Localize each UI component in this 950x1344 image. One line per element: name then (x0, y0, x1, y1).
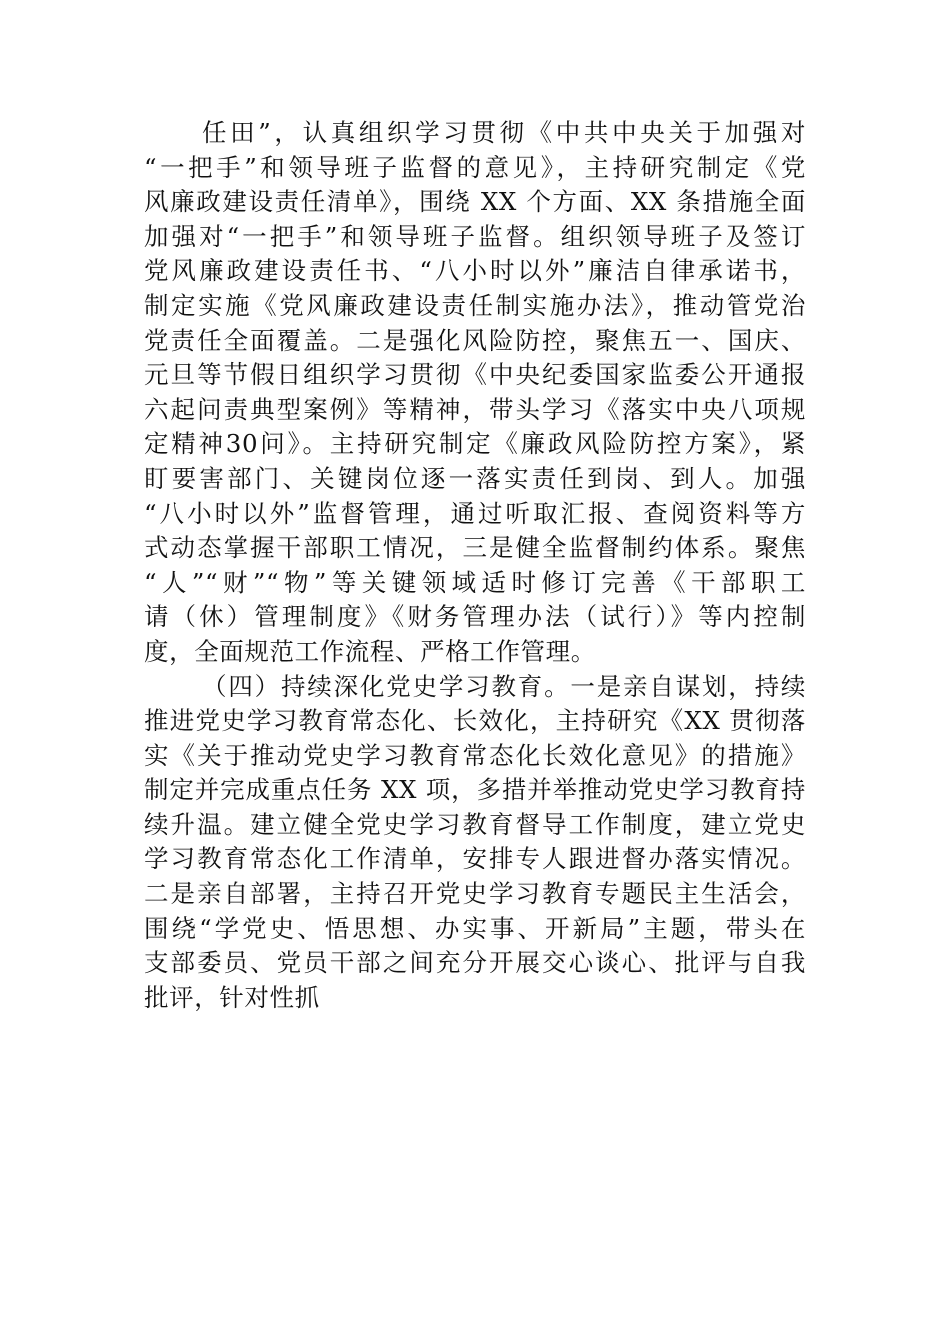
text-line: 制定并完成重点任务 XX 项，多措并举推动党史学习教育持 (144, 775, 806, 805)
text-line: 批评，针对性抓 (144, 982, 320, 1012)
text-line: “八小时以外”监督管理，通过听取汇报、查阅资料等方 (144, 498, 806, 528)
text-line: 加强对“一把手”和领导班子监督。组织领导班子及签订 (144, 221, 806, 251)
text-line: 请（休）管理制度》《财务管理办法（试行）》等内控制 (144, 602, 806, 632)
text-line: 盯要害部门、关键岗位逐一落实责任到岗、到人。加强 (144, 463, 806, 493)
text-line: 党责任全面覆盖。二是强化风险防控，聚焦五一、国庆、 (144, 325, 806, 355)
text-line: 推进党史学习教育常态化、长效化，主持研究《XX 贯彻落 (144, 706, 806, 736)
text-line: 党风廉政建设责任书、“八小时以外”廉洁自律承诺书， (144, 256, 806, 286)
text-line: 续升温。建立健全党史学习教育督导工作制度，建立党史 (144, 809, 806, 839)
text-line: 学习教育常态化工作清单，安排专人跟进督办落实情况。 (144, 844, 806, 874)
section-heading-line: （四）持续深化党史学习教育。一是亲自谋划，持续 (202, 671, 806, 701)
text-line: 二是亲自部署，主持召开党史学习教育专题民主生活会， (144, 879, 806, 909)
text-line: 实《关于推动党史学习教育常态化长效化意见》的措施》 (144, 740, 806, 770)
text-line: “一把手”和领导班子监督的意见》，主持研究制定《党 (144, 152, 806, 182)
text-line: 式动态掌握干部职工情况，三是健全监督制约体系。聚焦 (144, 533, 806, 563)
text-line: 定精神30问》。主持研究制定《廉政风险防控方案》，紧 (144, 429, 806, 459)
text-line: 六起问责典型案例》等精神，带头学习《落实中央八项规 (144, 394, 806, 424)
text-line: 元旦等节假日组织学习贯彻《中央纪委国家监委公开通报 (144, 360, 806, 390)
text-line: 支部委员、党员干部之间充分开展交心谈心、批评与自我 (144, 948, 806, 978)
text-line: 围绕“学党史、悟思想、办实事、开新局”主题，带头在 (144, 913, 806, 943)
text-line: 任田”，认真组织学习贯彻《中共中央关于加强对 (202, 118, 806, 147)
text-line: “人”“财”“物”等关键领域适时修订完善《干部职工 (144, 567, 806, 597)
text-line: 度，全面规范工作流程、严格工作管理。 (144, 636, 596, 666)
text-line: 风廉政建设责任清单》，围绕 XX 个方面、XX 条措施全面 (144, 187, 806, 217)
document-body-text (144, 116, 806, 1015)
text-line: 制定实施《党风廉政建设责任制实施办法》，推动管党治 (144, 290, 806, 320)
